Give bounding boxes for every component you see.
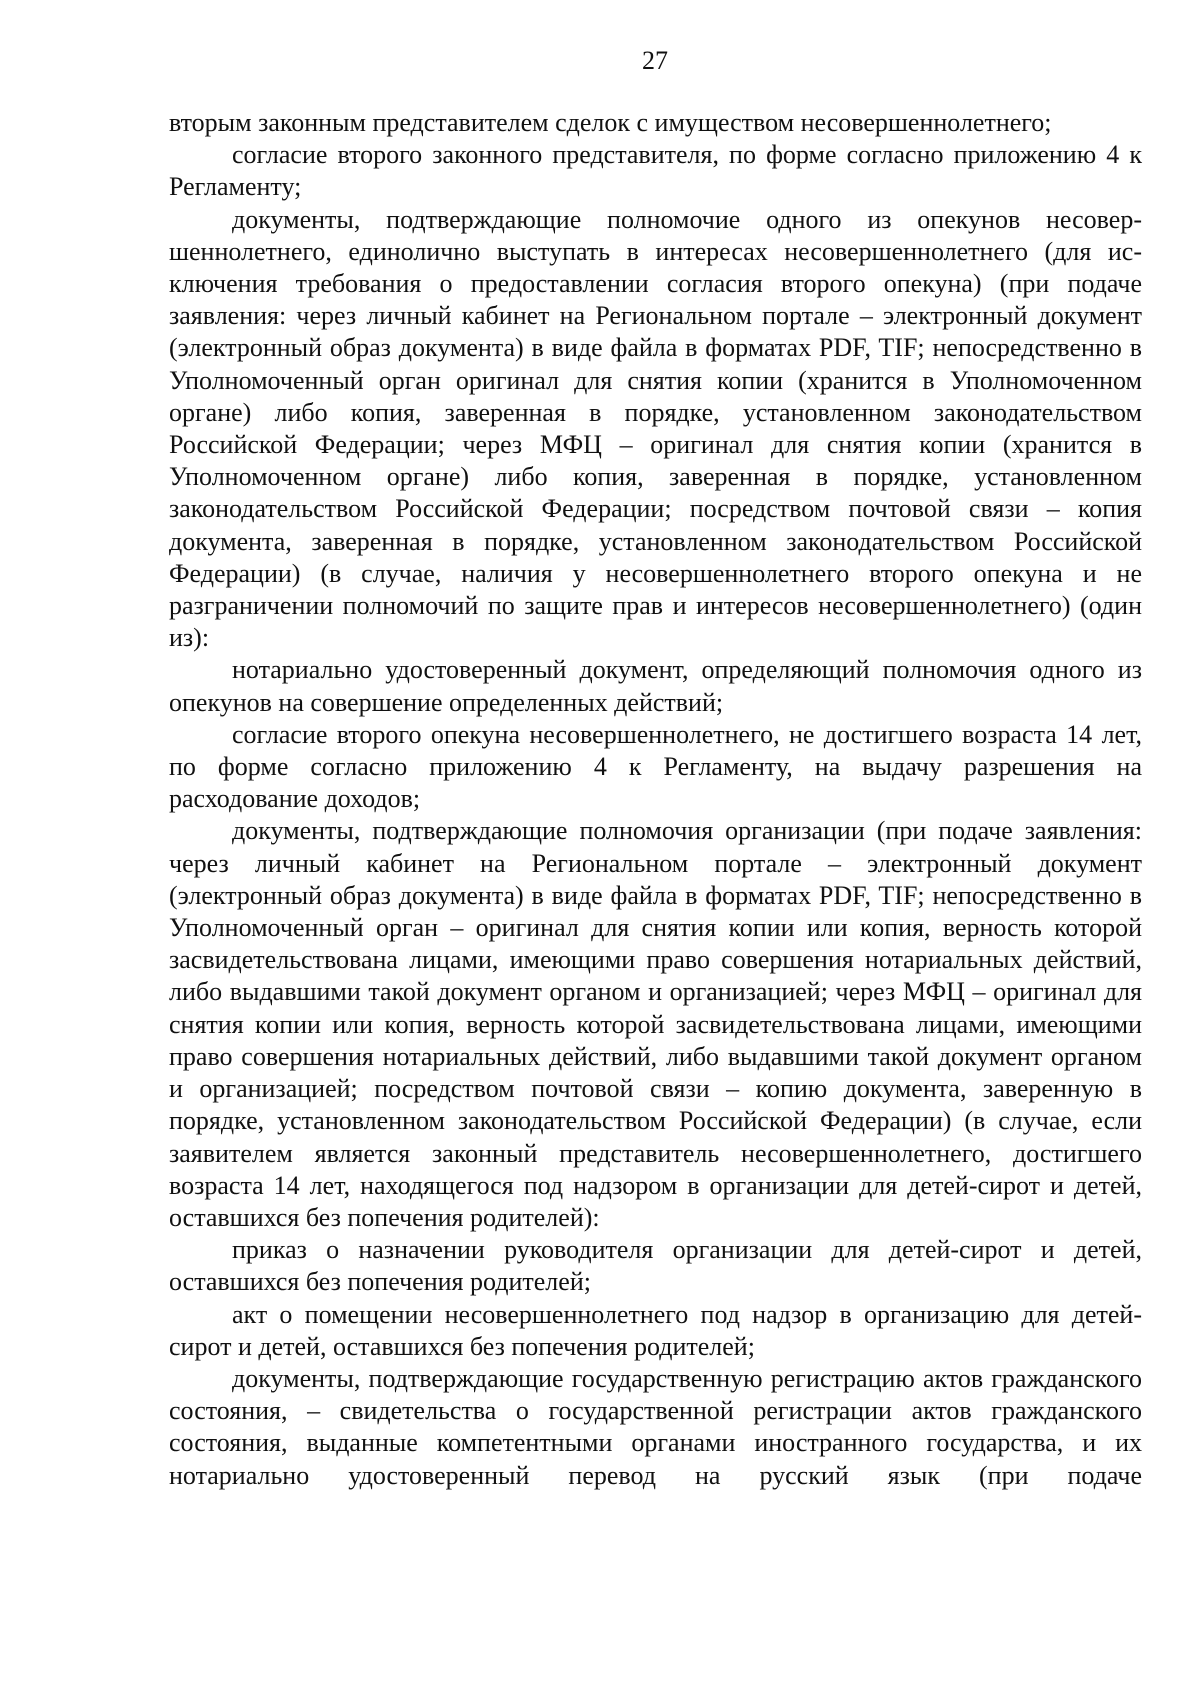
paragraph: нотариально удостоверенный документ, определяющий полномочия одного из опекунов на совершение определенных действий; [169,655,1142,717]
paragraph: документы, подтверждающие полномочие одного из опекунов несовершеннолетнего, единолично выступать в интересах несовершеннолетнего (для исключения требования о предоставлении согласия второго опекуна) (при подаче заявления: через личный кабинет на Региональном портале – электронный документ (электронный образ документа) в виде файла в форматах PDF, TIF; непосредственно в Уполномоченный орган оригинал для снятия копии (хранится в Уполномоченном органе) либо копия, заверенная в порядке, установленном законодательством Российской Федерации; через МФЦ – оригинал для снятия копии (хранится в Уполномоченном органе) либо копия, заверенная в порядке, установленном законодательством Российской Федерации; посредством почтовой связи – копия документа, заверенная в порядке, установленном законодательством Российской Федерации) (в случае, наличия у несовершеннолетнего второго опекуна и не разграничении полномочий по защите прав и интересов несовершеннолетнего) (один из): [169,204,1142,653]
paragraph: приказ о назначении руководителя организации для детей-сирот и детей, оставшихся без попечения родителей; [169,1235,1142,1297]
page-number: 27 [642,46,668,75]
paragraph: акт о помещении несовершеннолетнего под надзор в организацию для детей-сирот и детей, оставшихся без попечения родителей; [169,1299,1142,1361]
body-text [169,107,1142,1492]
paragraph: согласие второго законного представителя, по форме согласно приложению 4 к Регламенту; [169,140,1142,202]
paragraph: документы, подтверждающие государственную регистрацию актов гражданского состояния, – свидетельства о государственной регистрации актов гражданского состояния, выданные компетентными органами иностранного государства, и их нотариально удостоверенный перевод на русский язык (при подаче [169,1363,1142,1490]
paragraph: вторым законным представителем сделок с имуществом несовершеннолетнего; [169,108,1052,137]
paragraph: согласие второго опекуна несовершеннолетнего, не достигшего возраста 14 лет, по форме согласно приложению 4 к Регламенту, на выдачу разрешения на расходование доходов; [169,719,1142,814]
paragraph: документы, подтверждающие полномочия организации (при подаче заявления: через личный кабинет на Региональном портале – электронный документ (электронный образ документа) в виде файла в форматах PDF, TIF; непосредственно в Уполномоченный орган – оригинал для снятия копии или копия, верность которой засвидетельствована лицами, имеющими право совершения нотариальных действий, либо выдавшими такой документ органом и организацией; через МФЦ – оригинал для снятия копии или копия, верность которой засвидетельствована лицами, имеющими право совершения нотариальных действий, либо выдавшими такой документ органом и организацией; посредством почтовой связи – копию документа, заверенную в порядке, установленном законодательством Российской Федерации) (в случае, если заявителем является законный представитель несовершеннолетнего, достигшего возраста 14 лет, находящегося под надзором в организации для детей-сирот и детей, оставшихся без попечения родителей): [169,816,1142,1232]
